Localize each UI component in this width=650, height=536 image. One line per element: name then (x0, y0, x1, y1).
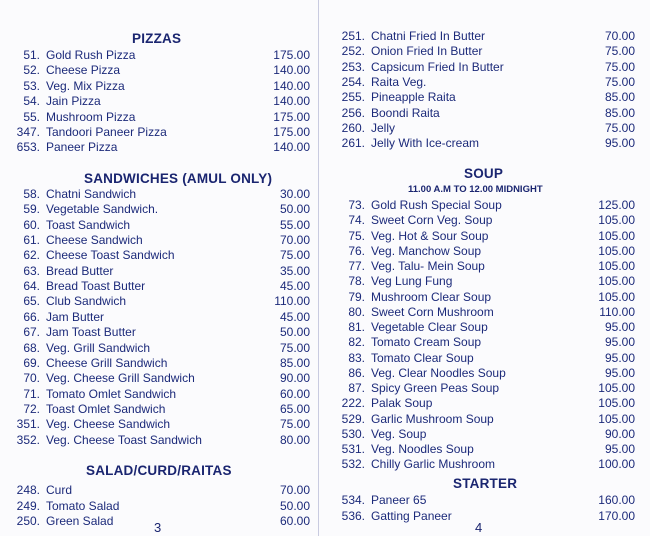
menu-item-row (325, 427, 650, 442)
item-name: Veg. Noodles Soup (371, 442, 474, 456)
menu-item-row (0, 356, 325, 371)
item-price: 75.00 (279, 248, 310, 263)
menu-item-row (0, 499, 325, 514)
item-price: 75.00 (279, 340, 310, 355)
item-price: 70.00 (604, 29, 635, 43)
item-number: 78. (348, 274, 365, 289)
item-number: 72. (23, 401, 40, 416)
menu-item-row (325, 366, 650, 381)
item-name: Veg. Cheese Sandwich (46, 417, 171, 432)
menu-item-row (325, 442, 650, 457)
item-number: 534. (341, 493, 365, 507)
menu-item-row (325, 90, 650, 105)
item-number: 74. (348, 213, 365, 228)
item-price: 85.00 (279, 355, 310, 370)
item-number: 260. (341, 120, 365, 135)
menu-item-row (325, 381, 650, 396)
menu-item-row (0, 417, 325, 432)
item-name: Raita Veg. (371, 74, 427, 89)
item-name: Jelly With Ice-cream (371, 136, 480, 151)
item-number: 59. (23, 202, 40, 217)
item-name: Gold Rush Special Soup (371, 198, 502, 212)
item-price: 75.00 (604, 120, 635, 135)
menu-item-row (0, 387, 325, 402)
item-price: 90.00 (279, 371, 310, 386)
item-price: 140.00 (273, 63, 310, 78)
item-name: Bread Butter (46, 263, 114, 278)
item-name: Mushroom Clear Soup (371, 289, 492, 304)
item-number: 653. (16, 140, 40, 155)
item-name: Tomato Cream Soup (371, 335, 482, 350)
item-name: Onion Fried In Butter (371, 44, 483, 59)
item-price: 160.00 (598, 493, 635, 507)
item-price: 105.00 (598, 228, 635, 243)
item-name: Cheese Toast Sandwich (46, 248, 175, 263)
item-name: Palak Soup (371, 396, 433, 411)
item-name: Capsicum Fried In Butter (371, 59, 504, 74)
item-name: Jam Toast Butter (46, 325, 136, 340)
item-number: 352. (16, 432, 40, 447)
menu-item-row (0, 233, 325, 248)
menu-item-row (325, 121, 650, 136)
item-name: Club Sandwich (46, 294, 127, 309)
menu-item-row (325, 198, 650, 213)
page-number: 3 (154, 520, 162, 535)
menu-item-row (0, 110, 325, 125)
item-name: Veg. Manchow Soup (371, 243, 482, 258)
item-number: 253. (341, 59, 365, 74)
item-price: 105.00 (598, 259, 635, 273)
item-name: Cheese Grill Sandwich (46, 355, 168, 370)
menu-item-row (325, 305, 650, 320)
item-number: 250. (16, 514, 40, 528)
item-price: 105.00 (598, 381, 635, 395)
item-price: 85.00 (604, 105, 635, 120)
item-number: 63. (23, 263, 40, 278)
item-number: 531. (341, 442, 365, 456)
section-title: SALAD/CURD/RAITAS (86, 463, 232, 478)
item-name: Veg. Cheese Toast Sandwich (46, 432, 202, 447)
item-price: 140.00 (273, 140, 310, 155)
menu-item-row (0, 294, 325, 309)
item-price: 140.00 (273, 94, 310, 109)
item-price: 95.00 (604, 442, 635, 456)
item-name: Vegetable Clear Soup (371, 320, 488, 334)
menu-item-row (325, 351, 650, 366)
item-price: 95.00 (604, 350, 635, 365)
item-number: 222. (341, 396, 365, 411)
section-title: STARTER (453, 476, 518, 491)
item-price: 60.00 (279, 514, 310, 528)
menu-item-row (0, 140, 325, 155)
item-price: 45.00 (279, 309, 310, 324)
item-price: 175.00 (273, 109, 310, 124)
item-number: 76. (348, 243, 365, 258)
item-number: 54. (23, 94, 40, 109)
item-number: 75. (348, 228, 365, 243)
item-price: 95.00 (604, 365, 635, 380)
menu-item-row (325, 259, 650, 274)
item-number: 347. (16, 125, 40, 139)
item-name: Cheese Pizza (46, 63, 121, 78)
item-price: 125.00 (598, 198, 635, 212)
menu-item-row (325, 229, 650, 244)
item-number: 536. (341, 508, 365, 523)
item-price: 65.00 (279, 401, 310, 416)
menu-item-row (0, 341, 325, 356)
item-price: 70.00 (279, 233, 310, 248)
item-price: 50.00 (279, 202, 310, 217)
item-price: 170.00 (598, 508, 635, 523)
menu-item-row (325, 335, 650, 350)
item-price: 60.00 (279, 386, 310, 401)
item-name: Veg. Grill Sandwich (46, 340, 151, 355)
menu-item-row (0, 402, 325, 417)
item-name: Tomato Omlet Sandwich (46, 386, 177, 401)
item-number: 51. (23, 48, 40, 62)
menu-item-row (325, 509, 650, 524)
item-name: Paneer 65 (371, 493, 427, 507)
item-number: 251. (341, 29, 365, 43)
menu-item-row (325, 136, 650, 151)
item-price: 175.00 (273, 125, 310, 139)
menu-item-row (0, 433, 325, 448)
item-number: 82. (348, 335, 365, 350)
item-number: 249. (16, 498, 40, 513)
menu-item-row (0, 310, 325, 325)
item-name: Jain Pizza (46, 94, 101, 109)
item-name: Tomato Clear Soup (371, 350, 474, 365)
menu-item-row (0, 514, 325, 529)
menu-item-row (0, 279, 325, 294)
item-number: 255. (341, 90, 365, 105)
menu-item-row (0, 79, 325, 94)
item-number: 351. (16, 417, 40, 432)
menu-item-row (0, 264, 325, 279)
item-price: 105.00 (598, 274, 635, 289)
menu-item-row (325, 106, 650, 121)
item-name: Green Salad (46, 514, 114, 528)
item-name: Paneer Pizza (46, 140, 118, 155)
item-price: 105.00 (598, 289, 635, 304)
item-number: 64. (23, 279, 40, 294)
menu-item-row (0, 483, 325, 498)
menu-item-row (325, 320, 650, 335)
item-number: 60. (23, 217, 40, 232)
item-number: 252. (341, 44, 365, 59)
menu-item-row (325, 60, 650, 75)
item-name: Veg. Cheese Grill Sandwich (46, 371, 195, 386)
item-price: 95.00 (604, 335, 635, 350)
item-name: Jam Butter (46, 309, 105, 324)
menu-item-row (0, 218, 325, 233)
item-name: Curd (46, 483, 73, 497)
item-price: 100.00 (598, 457, 635, 472)
item-price: 95.00 (604, 320, 635, 334)
item-number: 67. (23, 325, 40, 340)
menu-item-row (0, 63, 325, 78)
item-name: Veg. Mix Pizza (46, 78, 125, 93)
menu-item-row (0, 94, 325, 109)
item-number: 77. (348, 259, 365, 273)
menu-item-row (325, 244, 650, 259)
item-number: 58. (23, 187, 40, 201)
section-title: PIZZAS (132, 31, 182, 46)
item-name: Chatni Fried In Butter (371, 29, 486, 43)
item-price: 110.00 (599, 304, 635, 319)
item-price: 75.00 (604, 44, 635, 59)
item-number: 68. (23, 340, 40, 355)
item-name: Bread Toast Butter (46, 279, 146, 294)
menu-item-row (325, 493, 650, 508)
item-number: 529. (341, 411, 365, 426)
menu-item-row (325, 396, 650, 411)
item-name: Chilly Garlic Mushroom (371, 457, 496, 472)
item-price: 50.00 (279, 498, 310, 513)
item-price: 30.00 (279, 187, 310, 201)
menu-item-row (325, 213, 650, 228)
item-name: Veg. Talu- Mein Soup (371, 259, 485, 273)
item-price: 140.00 (273, 78, 310, 93)
item-number: 530. (341, 426, 365, 441)
item-name: Tandoori Paneer Pizza (46, 125, 167, 139)
item-price: 105.00 (598, 411, 635, 426)
item-price: 85.00 (604, 90, 635, 105)
menu-item-row (325, 29, 650, 44)
item-number: 83. (348, 350, 365, 365)
menu-item-row (325, 274, 650, 289)
item-number: 70. (23, 371, 40, 386)
item-name: Toast Sandwich (46, 217, 131, 232)
menu-item-row (325, 412, 650, 427)
item-number: 66. (23, 309, 40, 324)
item-number: 52. (23, 63, 40, 78)
item-price: 75.00 (279, 417, 310, 432)
item-number: 61. (23, 233, 40, 248)
menu-item-row (325, 457, 650, 472)
item-name: Jelly (371, 120, 396, 135)
menu-item-row (0, 248, 325, 263)
item-price: 90.00 (604, 426, 635, 441)
item-number: 79. (348, 289, 365, 304)
item-number: 80. (348, 304, 365, 319)
item-price: 105.00 (598, 213, 635, 228)
section-title: SANDWICHES (AMUL ONLY) (84, 171, 273, 186)
item-number: 86. (348, 365, 365, 380)
item-price: 95.00 (604, 136, 635, 151)
item-number: 65. (23, 294, 40, 309)
item-price: 105.00 (598, 243, 635, 258)
item-name: Cheese Sandwich (46, 233, 143, 248)
item-name: Vegetable Sandwich. (46, 202, 159, 217)
item-name: Veg Lung Fung (371, 274, 453, 289)
item-price: 75.00 (604, 74, 635, 89)
item-name: Veg. Clear Noodles Soup (371, 365, 506, 380)
item-price: 55.00 (279, 217, 310, 232)
item-number: 62. (23, 248, 40, 263)
item-name: Sweet Corn Veg. Soup (371, 213, 493, 228)
menu-item-row (325, 75, 650, 90)
item-name: Pineapple Raita (371, 90, 456, 105)
item-name: Tomato Salad (46, 498, 120, 513)
section-title: SOUP (464, 166, 504, 181)
menu-item-row (0, 202, 325, 217)
item-number: 248. (16, 483, 40, 497)
item-number: 254. (341, 74, 365, 89)
item-name: Gold Rush Pizza (46, 48, 136, 62)
page-number: 4 (475, 520, 483, 535)
menu-item-row (0, 325, 325, 340)
item-number: 261. (341, 136, 365, 151)
menu-item-row (0, 371, 325, 386)
item-name: Garlic Mushroom Soup (371, 411, 494, 426)
item-price: 50.00 (279, 325, 310, 340)
item-price: 105.00 (598, 396, 635, 411)
item-name: Gatting Paneer (371, 508, 452, 523)
item-name: Mushroom Pizza (46, 109, 136, 124)
section-subtitle: 11.00 A.M TO 12.00 MIDNIGHT (408, 184, 543, 195)
item-price: 35.00 (279, 263, 310, 278)
item-number: 73. (348, 198, 365, 212)
item-number: 69. (23, 355, 40, 370)
item-number: 53. (23, 78, 40, 93)
item-price: 80.00 (279, 432, 310, 447)
menu-item-row (325, 44, 650, 59)
item-name: Chatni Sandwich (46, 187, 137, 201)
item-number: 81. (348, 320, 365, 334)
item-name: Veg. Hot & Sour Soup (371, 228, 489, 243)
item-name: Spicy Green Peas Soup (371, 381, 500, 395)
menu-item-row (325, 290, 650, 305)
menu-item-row (0, 187, 325, 202)
item-price: 110.00 (274, 294, 310, 309)
item-number: 87. (348, 381, 365, 395)
item-number: 532. (341, 457, 365, 472)
item-number: 256. (341, 105, 365, 120)
menu-item-row (0, 48, 325, 63)
menu-item-row (0, 125, 325, 140)
item-price: 45.00 (279, 279, 310, 294)
item-name: Veg. Soup (371, 426, 427, 441)
item-price: 75.00 (604, 59, 635, 74)
item-name: Toast Omlet Sandwich (46, 401, 166, 416)
item-price: 175.00 (273, 48, 310, 62)
item-name: Boondi Raita (371, 105, 440, 120)
item-number: 71. (23, 386, 40, 401)
item-price: 70.00 (279, 483, 310, 497)
item-number: 55. (23, 109, 40, 124)
item-name: Sweet Corn Mushroom (371, 304, 494, 319)
